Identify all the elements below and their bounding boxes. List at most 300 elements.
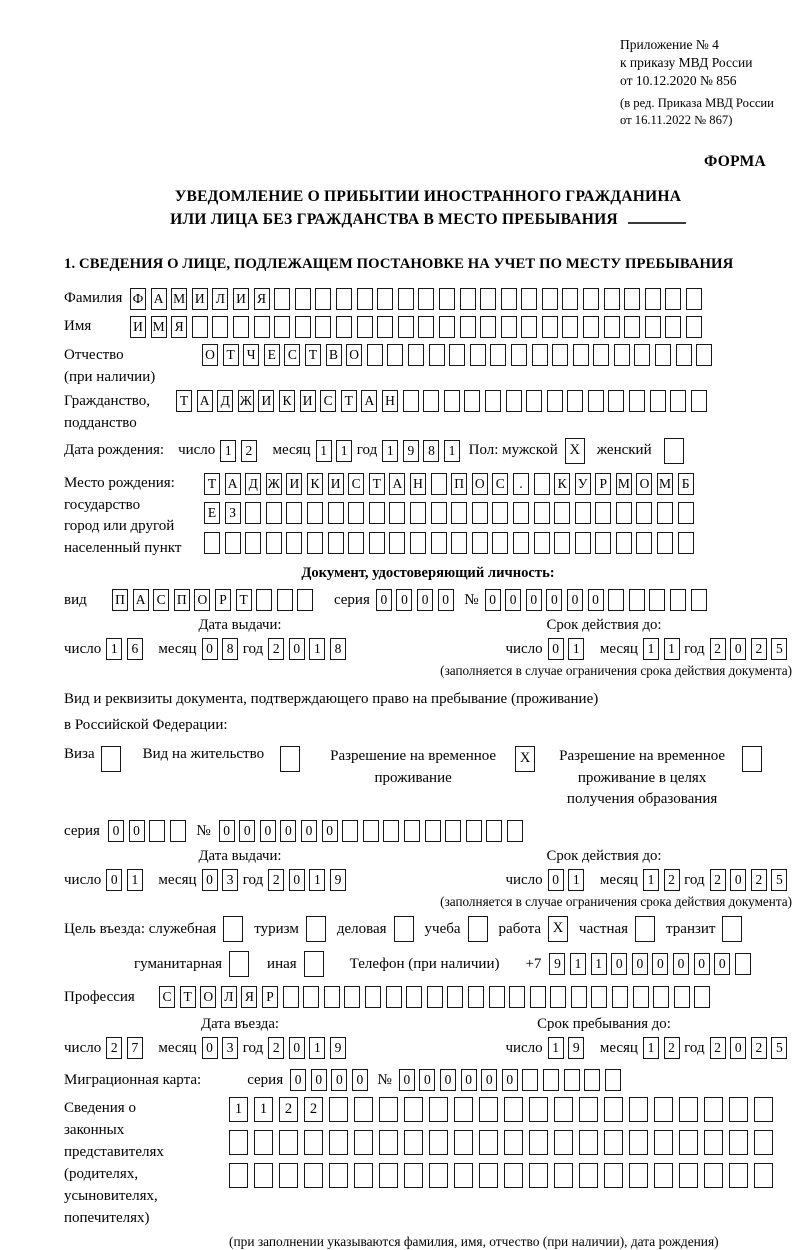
char-cell[interactable]	[591, 986, 607, 1008]
char-cell[interactable]: 8	[423, 440, 439, 462]
char-cell[interactable]: 2	[751, 638, 767, 660]
char-cell[interactable]: В	[326, 344, 342, 366]
visa-checkbox[interactable]	[101, 746, 121, 772]
char-cell[interactable]: А	[225, 473, 241, 495]
char-cell[interactable]	[486, 820, 502, 842]
char-cell[interactable]: 9	[330, 869, 346, 891]
char-cell[interactable]	[254, 1163, 273, 1188]
char-cell[interactable]: 0	[202, 638, 218, 660]
char-cell[interactable]: М	[657, 473, 673, 495]
char-cell[interactable]	[468, 986, 484, 1008]
char-cell[interactable]: С	[492, 473, 508, 495]
char-cell[interactable]	[429, 344, 445, 366]
char-cell[interactable]	[379, 1097, 398, 1122]
char-cell[interactable]	[229, 1163, 248, 1188]
char-cell[interactable]: 0	[548, 869, 564, 891]
char-cell[interactable]: О	[346, 344, 362, 366]
char-cell[interactable]: 0	[440, 1069, 456, 1091]
char-cell[interactable]: 0	[730, 1037, 746, 1059]
char-cell[interactable]	[233, 316, 249, 338]
char-cell[interactable]	[329, 1130, 348, 1155]
char-cell[interactable]: О	[636, 473, 652, 495]
char-cell[interactable]	[445, 820, 461, 842]
char-cell[interactable]: 1	[382, 440, 398, 462]
char-cell[interactable]	[408, 344, 424, 366]
char-cell[interactable]: 0	[260, 820, 276, 842]
char-cell[interactable]: 1	[127, 869, 143, 891]
char-cell[interactable]: 1	[664, 638, 680, 660]
char-cell[interactable]	[192, 316, 208, 338]
char-cell[interactable]	[634, 344, 650, 366]
char-cell[interactable]	[526, 390, 542, 412]
char-cell[interactable]	[645, 316, 661, 338]
char-cell[interactable]	[328, 532, 344, 554]
char-cell[interactable]	[425, 820, 441, 842]
char-cell[interactable]	[593, 344, 609, 366]
char-cell[interactable]: Т	[236, 589, 252, 611]
char-cell[interactable]: С	[348, 473, 364, 495]
char-cell[interactable]	[504, 1130, 523, 1155]
char-cell[interactable]: Т	[369, 473, 385, 495]
char-cell[interactable]: А	[361, 390, 377, 412]
char-cell[interactable]	[679, 1163, 698, 1188]
char-cell[interactable]: 0	[219, 820, 235, 842]
temp-permit-checkbox[interactable]: X	[515, 746, 535, 772]
char-cell[interactable]	[513, 532, 529, 554]
char-cell[interactable]: 0	[331, 1069, 347, 1091]
purpose-business-checkbox[interactable]	[223, 916, 243, 942]
char-cell[interactable]: 0	[289, 1037, 305, 1059]
char-cell[interactable]	[254, 1130, 273, 1155]
char-cell[interactable]	[608, 589, 624, 611]
char-cell[interactable]	[418, 288, 434, 310]
char-cell[interactable]: 0	[289, 869, 305, 891]
char-cell[interactable]	[429, 1163, 448, 1188]
char-cell[interactable]: 0	[202, 869, 218, 891]
char-cell[interactable]: 2	[268, 1037, 284, 1059]
char-cell[interactable]	[377, 316, 393, 338]
char-cell[interactable]: Е	[264, 344, 280, 366]
char-cell[interactable]	[470, 344, 486, 366]
char-cell[interactable]: С	[159, 986, 175, 1008]
char-cell[interactable]	[204, 532, 220, 554]
char-cell[interactable]: 0	[419, 1069, 435, 1091]
char-cell[interactable]	[336, 316, 352, 338]
char-cell[interactable]	[679, 1097, 698, 1122]
char-cell[interactable]	[460, 288, 476, 310]
char-cell[interactable]: Б	[678, 473, 694, 495]
char-cell[interactable]	[653, 986, 669, 1008]
char-cell[interactable]	[389, 532, 405, 554]
char-cell[interactable]: М	[171, 288, 187, 310]
char-cell[interactable]	[614, 344, 630, 366]
char-cell[interactable]: 0	[502, 1069, 518, 1091]
char-cell[interactable]	[616, 532, 632, 554]
char-cell[interactable]	[543, 1069, 559, 1091]
char-cell[interactable]: 0	[289, 638, 305, 660]
char-cell[interactable]	[612, 986, 628, 1008]
char-cell[interactable]	[365, 986, 381, 1008]
char-cell[interactable]: 0	[714, 953, 730, 975]
char-cell[interactable]	[552, 344, 568, 366]
char-cell[interactable]: Ж	[266, 473, 282, 495]
char-cell[interactable]: П	[451, 473, 467, 495]
char-cell[interactable]	[354, 1130, 373, 1155]
char-cell[interactable]: 0	[202, 1037, 218, 1059]
char-cell[interactable]: З	[225, 502, 241, 524]
char-cell[interactable]	[479, 1097, 498, 1122]
char-cell[interactable]	[404, 1130, 423, 1155]
char-cell[interactable]	[431, 532, 447, 554]
char-cell[interactable]: К	[307, 473, 323, 495]
char-cell[interactable]	[649, 589, 665, 611]
char-cell[interactable]	[564, 1069, 580, 1091]
char-cell[interactable]: 1	[570, 953, 586, 975]
char-cell[interactable]: Р	[262, 986, 278, 1008]
char-cell[interactable]: 0	[567, 589, 583, 611]
char-cell[interactable]: 2	[751, 1037, 767, 1059]
char-cell[interactable]	[383, 820, 399, 842]
char-cell[interactable]: У	[575, 473, 591, 495]
char-cell[interactable]: Я	[241, 986, 257, 1008]
char-cell[interactable]	[489, 986, 505, 1008]
char-cell[interactable]: 1	[568, 638, 584, 660]
char-cell[interactable]: 2	[241, 440, 257, 462]
char-cell[interactable]	[554, 1097, 573, 1122]
char-cell[interactable]	[529, 1130, 548, 1155]
char-cell[interactable]: 0	[290, 1069, 306, 1091]
char-cell[interactable]	[274, 316, 290, 338]
char-cell[interactable]	[387, 344, 403, 366]
char-cell[interactable]: 1	[309, 1037, 325, 1059]
char-cell[interactable]: 5	[771, 638, 787, 660]
char-cell[interactable]	[379, 1130, 398, 1155]
char-cell[interactable]: Я	[171, 316, 187, 338]
char-cell[interactable]: 0	[526, 589, 542, 611]
char-cell[interactable]: О	[202, 344, 218, 366]
char-cell[interactable]	[506, 390, 522, 412]
char-cell[interactable]	[595, 502, 611, 524]
char-cell[interactable]	[704, 1097, 723, 1122]
char-cell[interactable]	[629, 1163, 648, 1188]
char-cell[interactable]: А	[197, 390, 213, 412]
char-cell[interactable]	[674, 986, 690, 1008]
char-cell[interactable]	[735, 953, 751, 975]
char-cell[interactable]: Я	[254, 288, 270, 310]
char-cell[interactable]: А	[133, 589, 149, 611]
char-cell[interactable]	[342, 820, 358, 842]
char-cell[interactable]	[410, 502, 426, 524]
purpose-humanitarian-checkbox[interactable]	[229, 951, 249, 977]
char-cell[interactable]: 3	[222, 1037, 238, 1059]
char-cell[interactable]: 0	[548, 638, 564, 660]
char-cell[interactable]	[286, 502, 302, 524]
char-cell[interactable]	[633, 986, 649, 1008]
char-cell[interactable]: И	[286, 473, 302, 495]
char-cell[interactable]	[521, 316, 537, 338]
char-cell[interactable]: 1	[309, 869, 325, 891]
char-cell[interactable]	[604, 1163, 623, 1188]
char-cell[interactable]: 1	[444, 440, 460, 462]
char-cell[interactable]	[665, 316, 681, 338]
char-cell[interactable]	[529, 1163, 548, 1188]
char-cell[interactable]: 1	[548, 1037, 564, 1059]
char-cell[interactable]	[530, 986, 546, 1008]
char-cell[interactable]: Ч	[243, 344, 259, 366]
char-cell[interactable]	[595, 532, 611, 554]
char-cell[interactable]	[363, 820, 379, 842]
char-cell[interactable]: К	[279, 390, 295, 412]
char-cell[interactable]: П	[112, 589, 128, 611]
char-cell[interactable]	[604, 1097, 623, 1122]
char-cell[interactable]	[542, 316, 558, 338]
char-cell[interactable]	[686, 316, 702, 338]
char-cell[interactable]: 2	[268, 638, 284, 660]
char-cell[interactable]	[547, 390, 563, 412]
char-cell[interactable]	[532, 344, 548, 366]
edu-permit-checkbox[interactable]	[742, 746, 762, 772]
char-cell[interactable]: 0	[129, 820, 145, 842]
char-cell[interactable]	[670, 589, 686, 611]
char-cell[interactable]	[229, 1130, 248, 1155]
char-cell[interactable]: Л	[212, 288, 228, 310]
char-cell[interactable]	[754, 1163, 773, 1188]
char-cell[interactable]: 6	[127, 638, 143, 660]
char-cell[interactable]: Т	[176, 390, 192, 412]
char-cell[interactable]	[534, 502, 550, 524]
char-cell[interactable]	[624, 288, 640, 310]
char-cell[interactable]	[404, 820, 420, 842]
char-cell[interactable]: 1	[643, 638, 659, 660]
char-cell[interactable]	[357, 288, 373, 310]
purpose-private-checkbox[interactable]	[635, 916, 655, 942]
char-cell[interactable]: Н	[382, 390, 398, 412]
char-cell[interactable]	[444, 390, 460, 412]
char-cell[interactable]	[369, 532, 385, 554]
char-cell[interactable]	[645, 288, 661, 310]
char-cell[interactable]	[509, 986, 525, 1008]
char-cell[interactable]	[670, 390, 686, 412]
char-cell[interactable]: 7	[127, 1037, 143, 1059]
char-cell[interactable]: С	[284, 344, 300, 366]
char-cell[interactable]	[266, 532, 282, 554]
char-cell[interactable]: И	[300, 390, 316, 412]
char-cell[interactable]: 2	[710, 1037, 726, 1059]
purpose-tourism-checkbox[interactable]	[306, 916, 326, 942]
char-cell[interactable]: 0	[106, 869, 122, 891]
char-cell[interactable]: 0	[352, 1069, 368, 1091]
char-cell[interactable]: 0	[611, 953, 627, 975]
char-cell[interactable]: С	[320, 390, 336, 412]
char-cell[interactable]: 1	[229, 1097, 248, 1122]
char-cell[interactable]	[225, 532, 241, 554]
char-cell[interactable]: Д	[245, 473, 261, 495]
char-cell[interactable]	[307, 502, 323, 524]
char-cell[interactable]	[608, 390, 624, 412]
char-cell[interactable]	[542, 288, 558, 310]
char-cell[interactable]	[304, 1130, 323, 1155]
char-cell[interactable]	[676, 344, 692, 366]
char-cell[interactable]	[354, 1163, 373, 1188]
char-cell[interactable]	[377, 288, 393, 310]
char-cell[interactable]	[605, 1069, 621, 1091]
char-cell[interactable]	[604, 288, 620, 310]
char-cell[interactable]	[616, 502, 632, 524]
char-cell[interactable]	[404, 1163, 423, 1188]
char-cell[interactable]	[629, 1097, 648, 1122]
char-cell[interactable]	[404, 1097, 423, 1122]
char-cell[interactable]	[678, 532, 694, 554]
char-cell[interactable]	[579, 1130, 598, 1155]
purpose-other-checkbox[interactable]	[304, 951, 324, 977]
char-cell[interactable]	[266, 502, 282, 524]
purpose-transit-checkbox[interactable]	[722, 916, 742, 942]
char-cell[interactable]	[554, 532, 570, 554]
char-cell[interactable]	[504, 1097, 523, 1122]
char-cell[interactable]	[277, 589, 293, 611]
char-cell[interactable]	[686, 288, 702, 310]
char-cell[interactable]	[329, 1097, 348, 1122]
char-cell[interactable]: О	[472, 473, 488, 495]
char-cell[interactable]	[295, 288, 311, 310]
char-cell[interactable]	[691, 390, 707, 412]
char-cell[interactable]	[492, 532, 508, 554]
char-cell[interactable]: 1	[254, 1097, 273, 1122]
char-cell[interactable]	[729, 1097, 748, 1122]
char-cell[interactable]: Т	[305, 344, 321, 366]
purpose-work-checkbox[interactable]: X	[548, 916, 568, 942]
char-cell[interactable]: 0	[652, 953, 668, 975]
char-cell[interactable]	[439, 316, 455, 338]
char-cell[interactable]	[501, 316, 517, 338]
char-cell[interactable]	[479, 1130, 498, 1155]
char-cell[interactable]: 2	[279, 1097, 298, 1122]
char-cell[interactable]	[579, 1097, 598, 1122]
char-cell[interactable]	[522, 1069, 538, 1091]
char-cell[interactable]: 0	[399, 1069, 415, 1091]
char-cell[interactable]: 0	[481, 1069, 497, 1091]
char-cell[interactable]	[427, 986, 443, 1008]
char-cell[interactable]: 1	[568, 869, 584, 891]
char-cell[interactable]	[212, 316, 228, 338]
char-cell[interactable]	[295, 316, 311, 338]
char-cell[interactable]: 0	[632, 953, 648, 975]
char-cell[interactable]	[279, 1130, 298, 1155]
char-cell[interactable]: 1	[643, 1037, 659, 1059]
char-cell[interactable]	[604, 316, 620, 338]
char-cell[interactable]: 9	[330, 1037, 346, 1059]
char-cell[interactable]	[575, 532, 591, 554]
char-cell[interactable]: А	[151, 288, 167, 310]
char-cell[interactable]	[254, 316, 270, 338]
char-cell[interactable]	[588, 390, 604, 412]
char-cell[interactable]	[629, 390, 645, 412]
residence-permit-checkbox[interactable]	[280, 746, 300, 772]
char-cell[interactable]	[423, 390, 439, 412]
char-cell[interactable]: 0	[730, 638, 746, 660]
char-cell[interactable]	[369, 502, 385, 524]
char-cell[interactable]: 9	[549, 953, 565, 975]
char-cell[interactable]	[454, 1097, 473, 1122]
char-cell[interactable]: Д	[217, 390, 233, 412]
char-cell[interactable]	[406, 986, 422, 1008]
char-cell[interactable]	[149, 820, 165, 842]
char-cell[interactable]: И	[258, 390, 274, 412]
char-cell[interactable]	[286, 532, 302, 554]
char-cell[interactable]: 0	[239, 820, 255, 842]
char-cell[interactable]: И	[328, 473, 344, 495]
char-cell[interactable]	[447, 986, 463, 1008]
char-cell[interactable]: 1	[591, 953, 607, 975]
char-cell[interactable]	[429, 1130, 448, 1155]
char-cell[interactable]	[583, 288, 599, 310]
char-cell[interactable]	[729, 1163, 748, 1188]
char-cell[interactable]: 2	[710, 638, 726, 660]
char-cell[interactable]	[636, 532, 652, 554]
char-cell[interactable]: 0	[694, 953, 710, 975]
char-cell[interactable]: 1	[643, 869, 659, 891]
char-cell[interactable]: 0	[376, 589, 392, 611]
char-cell[interactable]	[454, 1163, 473, 1188]
char-cell[interactable]: А	[389, 473, 405, 495]
char-cell[interactable]: С	[153, 589, 169, 611]
char-cell[interactable]	[729, 1130, 748, 1155]
char-cell[interactable]: Т	[180, 986, 196, 1008]
purpose-study-checkbox[interactable]	[468, 916, 488, 942]
char-cell[interactable]	[629, 589, 645, 611]
char-cell[interactable]	[754, 1130, 773, 1155]
char-cell[interactable]	[492, 502, 508, 524]
char-cell[interactable]	[507, 820, 523, 842]
char-cell[interactable]	[315, 316, 331, 338]
char-cell[interactable]: 0	[396, 589, 412, 611]
char-cell[interactable]	[511, 344, 527, 366]
char-cell[interactable]: 3	[222, 869, 238, 891]
char-cell[interactable]	[691, 589, 707, 611]
char-cell[interactable]	[655, 344, 671, 366]
char-cell[interactable]: 1	[309, 638, 325, 660]
char-cell[interactable]	[694, 986, 710, 1008]
char-cell[interactable]	[464, 390, 480, 412]
char-cell[interactable]	[279, 1163, 298, 1188]
char-cell[interactable]	[454, 1130, 473, 1155]
char-cell[interactable]	[460, 316, 476, 338]
char-cell[interactable]: 0	[322, 820, 338, 842]
char-cell[interactable]	[480, 316, 496, 338]
char-cell[interactable]: .	[513, 473, 529, 495]
char-cell[interactable]	[439, 288, 455, 310]
char-cell[interactable]	[429, 1097, 448, 1122]
char-cell[interactable]	[245, 502, 261, 524]
char-cell[interactable]: 0	[438, 589, 454, 611]
char-cell[interactable]	[657, 532, 673, 554]
char-cell[interactable]	[472, 502, 488, 524]
char-cell[interactable]	[490, 344, 506, 366]
char-cell[interactable]: 9	[403, 440, 419, 462]
char-cell[interactable]: 0	[108, 820, 124, 842]
char-cell[interactable]: 8	[222, 638, 238, 660]
char-cell[interactable]	[650, 390, 666, 412]
char-cell[interactable]	[449, 344, 465, 366]
char-cell[interactable]	[379, 1163, 398, 1188]
char-cell[interactable]: 9	[568, 1037, 584, 1059]
char-cell[interactable]	[418, 316, 434, 338]
char-cell[interactable]	[398, 316, 414, 338]
char-cell[interactable]: Т	[204, 473, 220, 495]
char-cell[interactable]: 2	[710, 869, 726, 891]
char-cell[interactable]	[604, 1130, 623, 1155]
char-cell[interactable]: О	[194, 589, 210, 611]
